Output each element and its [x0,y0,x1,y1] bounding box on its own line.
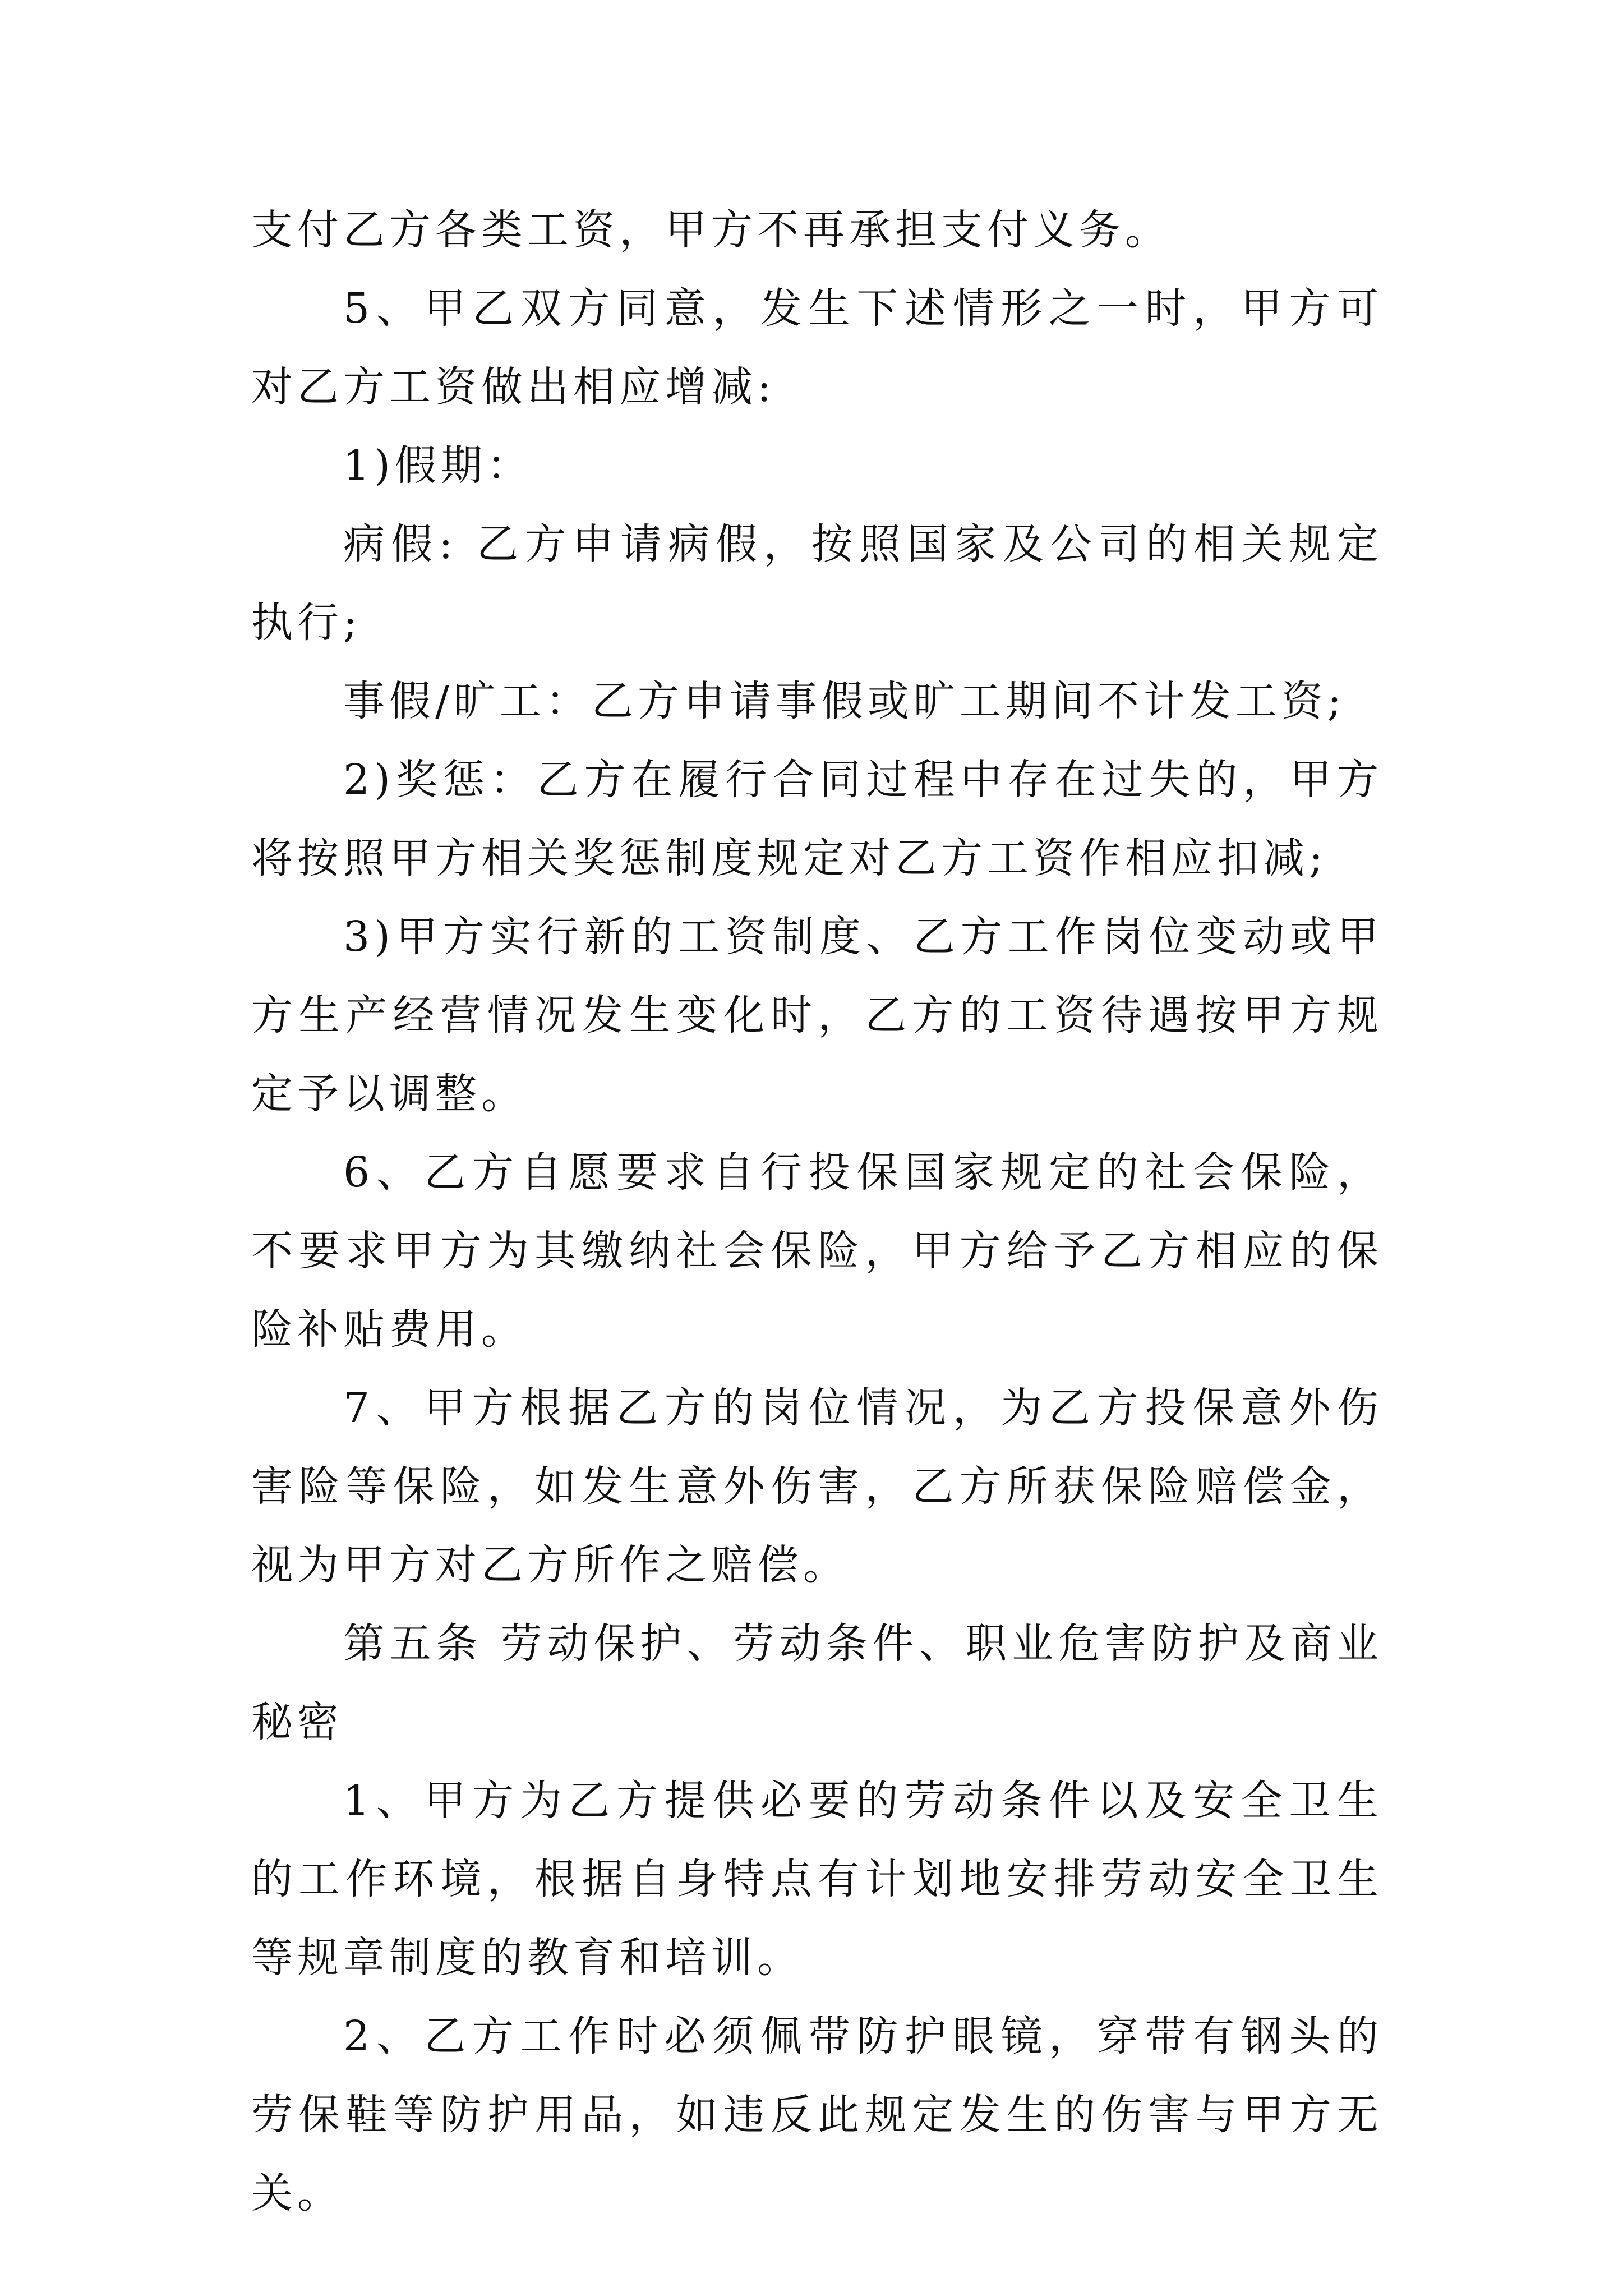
paragraph-clause-7: 7、甲方根据乙方的岗位情况，为乙方投保意外伤害险等保险，如发生意外伤害，乙方所获保险赔偿金，视为甲方对乙方所作之赔偿。 [251,1384,1383,1589]
article-5-heading: 第五条 劳动保护、劳动条件、职业危害防护及商业秘密 [251,1619,1383,1746]
document-body [251,191,1383,2233]
paragraph-clause-6: 6、乙方自愿要求自行投保国家规定的社会保险，不要求甲方为其缴纳社会保险，甲方给予乙方相应的保险补贴费用。 [251,1148,1383,1354]
paragraph-rewards-penalties: 2)奖惩：乙方在履行合同过程中存在过失的，甲方将按照甲方相关奖惩制度规定对乙方工资作相应扣减; [251,756,1383,882]
paragraph-sick-leave: 病假: 乙方申请病假，按照国家及公司的相关规定执行; [251,520,1383,647]
paragraph-personal-leave: 事假/旷工：乙方申请事假或旷工期间不计发工资; [343,677,1346,725]
paragraph-leave-heading: 1)假期： [343,441,533,490]
paragraph-article-5-item-1: 1、甲方为乙方提供必要的劳动条件以及安全卫生的工作环境，根据自身特点有计划地安排劳动安全卫生等规章制度的教育和培训。 [251,1777,1383,1982]
paragraph-wage-adjustment: 3)甲方实行新的工资制度、乙方工作岗位变动或甲方生产经营情况发生变化时，乙方的工资待遇按甲方规定予以调整。 [251,913,1383,1118]
paragraph-wage-continuation: 支付乙方各类工资，甲方不再承担支付义务。 [251,206,1171,254]
paragraph-article-5-item-2: 2、乙方工作时必须佩带防护眼镜，穿带有钢头的劳保鞋等防护用品，如违反此规定发生的伤害与甲方无关。 [251,2012,1383,2217]
paragraph-clause-5: 5、甲乙双方同意，发生下述情形之一时，甲方可对乙方工资做出相应增减: [251,284,1383,411]
